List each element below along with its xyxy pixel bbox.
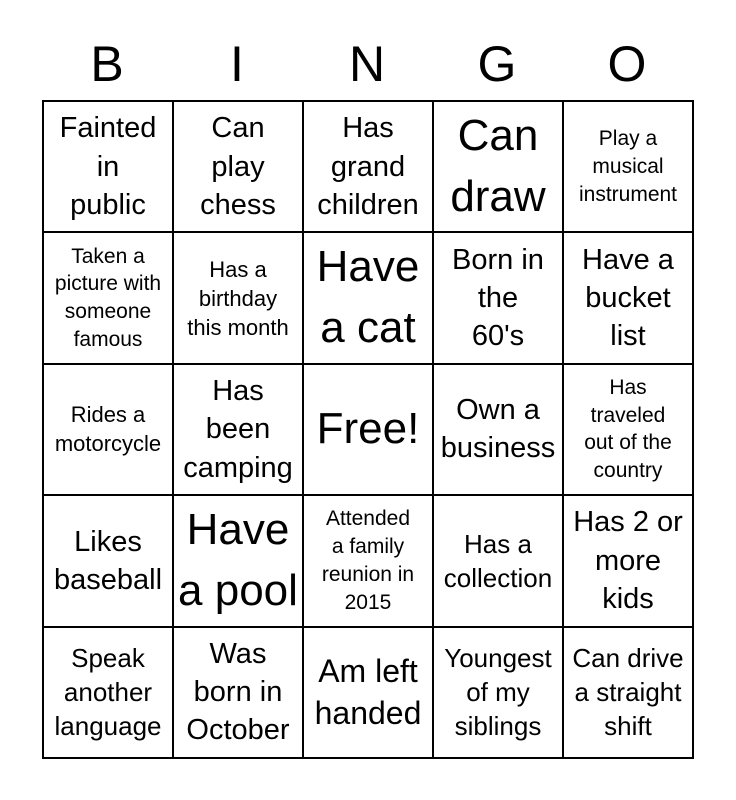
bingo-cell-r4c5[interactable]: Has 2 or more kids bbox=[563, 495, 693, 626]
bingo-header-letter-i: I bbox=[230, 36, 244, 92]
bingo-cell-r1c4[interactable]: Can draw bbox=[433, 101, 563, 232]
bingo-cell-r4c3[interactable]: Attended a family reunion in 2015 bbox=[303, 495, 433, 626]
bingo-cell-r2c5[interactable]: Have a bucket list bbox=[563, 232, 693, 363]
bingo-cell-r4c1[interactable]: Likes baseball bbox=[43, 495, 173, 626]
bingo-cell-r2c1[interactable]: Taken a picture with someone famous bbox=[43, 232, 173, 363]
bingo-cell-r5c1[interactable]: Speak another language bbox=[43, 627, 173, 758]
bingo-cell-r5c3[interactable]: Am left handed bbox=[303, 627, 433, 758]
bingo-cell-r1c3[interactable]: Has grand children bbox=[303, 101, 433, 232]
bingo-cell-r2c2[interactable]: Has a birthday this month bbox=[173, 232, 303, 363]
bingo-cell-r1c1[interactable]: Fainted in public bbox=[43, 101, 173, 232]
bingo-cell-r3c2[interactable]: Has been camping bbox=[173, 364, 303, 495]
bingo-cell-r3c1[interactable]: Rides a motorcycle bbox=[43, 364, 173, 495]
bingo-cell-r4c2[interactable]: Have a pool bbox=[173, 495, 303, 626]
bingo-header-letter-b: B bbox=[90, 36, 124, 92]
bingo-cell-r3c4[interactable]: Own a business bbox=[433, 364, 563, 495]
bingo-header bbox=[42, 34, 692, 94]
bingo-cell-free-space[interactable]: Free! bbox=[303, 364, 433, 495]
bingo-cell-r5c2[interactable]: Was born in October bbox=[173, 627, 303, 758]
bingo-board bbox=[42, 100, 694, 759]
bingo-cell-r4c4[interactable]: Has a collection bbox=[433, 495, 563, 626]
bingo-cell-r3c5[interactable]: Has traveled out of the country bbox=[563, 364, 693, 495]
bingo-header-letter-n: N bbox=[348, 36, 386, 92]
bingo-cell-r1c5[interactable]: Play a musical instrument bbox=[563, 101, 693, 232]
bingo-cell-r1c2[interactable]: Can play chess bbox=[173, 101, 303, 232]
bingo-cell-r5c5[interactable]: Can drive a straight shift bbox=[563, 627, 693, 758]
bingo-cell-r5c4[interactable]: Youngest of my siblings bbox=[433, 627, 563, 758]
bingo-cell-r2c3[interactable]: Have a cat bbox=[303, 232, 433, 363]
bingo-cell-r2c4[interactable]: Born in the 60's bbox=[433, 232, 563, 363]
bingo-header-letter-o: O bbox=[607, 36, 647, 92]
bingo-header-letter-g: G bbox=[477, 36, 517, 92]
